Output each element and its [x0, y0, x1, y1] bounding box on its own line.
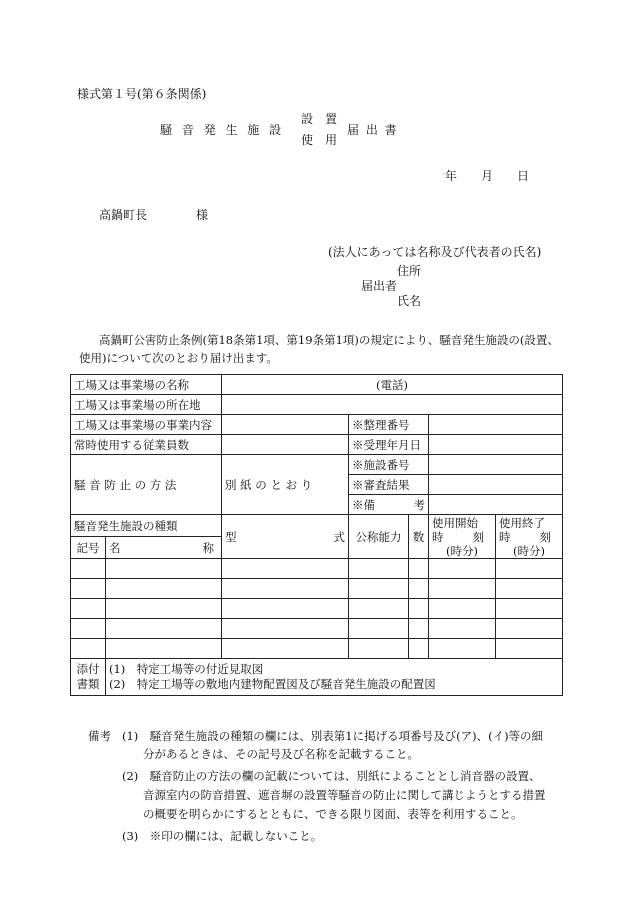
notes-label: 備考 [88, 729, 111, 743]
note-2-line-3: の概要を明らかにするとともに、できる限り図面、表等を利用すること。 [143, 807, 523, 821]
model-label: 型 式 [222, 515, 349, 559]
note-1-line-1: (1) 騒音発生施設の種類の欄には、別表第1に掲げる項番号及び(ア)、(イ)等の細 [122, 729, 544, 743]
table-row[interactable] [71, 639, 563, 659]
table-row[interactable] [71, 559, 563, 579]
corporation-note: (法人にあっては名称及び代表者の氏名) [328, 245, 542, 259]
note-3: (3) ※印の欄には、記載しないこと。 [122, 829, 323, 843]
seiri-label: ※整理番号 [349, 415, 429, 435]
seiri-field[interactable] [429, 415, 563, 435]
factory-address-label: 工場又は事業場の所在地 [71, 395, 222, 415]
facility-number-field[interactable] [429, 455, 563, 475]
business-field[interactable] [222, 415, 349, 435]
noise-method-field[interactable] [222, 455, 349, 515]
start-use-label: 使用開始 時 刻 (時分) [429, 515, 496, 559]
received-field[interactable] [429, 435, 563, 455]
facility-type-label: 騒音発生施設の種類 [71, 515, 222, 537]
table-row[interactable] [71, 599, 563, 619]
factory-name-field[interactable] [222, 375, 563, 395]
name-col-label: 名 称 [106, 537, 222, 559]
count-label: 数 [409, 515, 429, 559]
form-title-option-use: 使 用 [301, 133, 338, 147]
note-1-line-2: 分があるときは、その記号及び名称を記載すること。 [143, 747, 419, 761]
received-label: ※受理年月日 [349, 435, 429, 455]
table-row[interactable] [71, 579, 563, 599]
attachments-label: 添付 書類 [71, 659, 106, 696]
addressee-name: 高鍋町長 [99, 208, 148, 222]
note-2-line-2: 音源室内の防音措置、遮音塀の設置等騒音の防止に関して講じようとする措置 [143, 788, 546, 802]
end-use-label: 使用終了 時 刻 (時分) [496, 515, 563, 559]
table-row[interactable] [71, 619, 563, 639]
intro-line-1: 高鍋町公害防止条例(第18条第1項、第19条第1項)の規定により、騒音発生施設の(設置、 [99, 333, 559, 347]
addressee-honorific: 様 [196, 208, 209, 222]
note-2-line-1: (2) 騒音防止の方法の欄の記載については、別紙によることとし消音器の設置、 [122, 769, 541, 783]
factory-address-field[interactable] [222, 395, 563, 415]
symbol-label: 記号 [71, 537, 106, 559]
phone-label: (電話) [376, 377, 408, 392]
attachments-list: (1) 特定工場等の付近見取図 (2) 特定工場等の敷地内建物配置図及び騒音発生施設の配置図 [106, 659, 563, 696]
capacity-label: 公称能力 [349, 515, 409, 559]
employees-field[interactable] [222, 435, 349, 455]
review-field[interactable] [429, 475, 563, 495]
remarks-field[interactable] [429, 495, 563, 515]
address-label: 住所 [397, 264, 422, 278]
notification-table [70, 374, 563, 696]
facility-number-label: ※施設番号 [349, 455, 429, 475]
form-title-suffix: 届 出 書 [347, 123, 397, 137]
separate-sheet-label: 別 紙 の と お り [225, 477, 313, 492]
name-label: 氏名 [397, 294, 422, 308]
form-title: 騒 音 発 生 施 設 [160, 123, 282, 137]
form-title-option-install: 設 置 [301, 112, 338, 126]
form-number: 様式第１号(第６条関係) [77, 87, 207, 101]
remarks-label: ※備 考 [349, 495, 429, 515]
notifier-label: 届出者 [361, 279, 398, 293]
date-field: 年 月 日 [445, 169, 530, 183]
employees-label: 常時使用する従業員数 [71, 435, 222, 455]
review-label: ※審査結果 [349, 475, 429, 495]
intro-line-2: 使用)について次のとおり届け出ます。 [79, 351, 278, 365]
factory-name-label: 工場又は事業場の名称 [71, 375, 222, 395]
business-label: 工場又は事業場の事業内容 [71, 415, 222, 435]
noise-method-label: 騒 音 防 止 の 方 法 [71, 455, 222, 515]
